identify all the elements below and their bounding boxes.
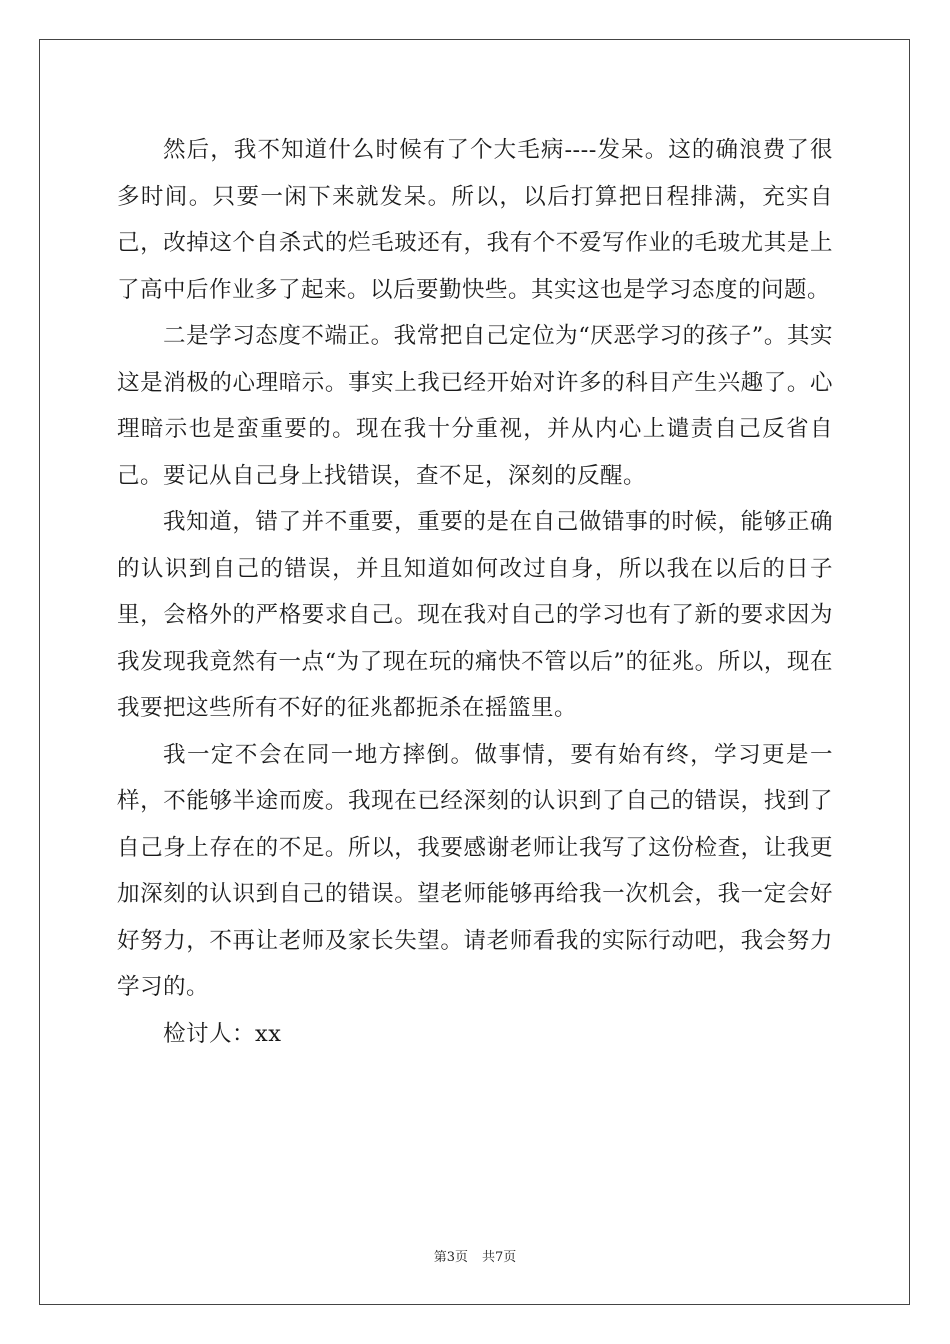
signature-line: 检讨人：xx xyxy=(163,1020,282,1047)
paragraph: 二是学习态度不端正。我常把自己定位为“厌恶学习的孩子”。其实这是消极的心理暗示。事实上我已经开始对许多的科目产生兴趣了。心理暗示也是蛮重要的。现在我十分重视，并从内心上谴责自己反省自己。要记从自己身上找错误，查不足，深刻的反醒。 xyxy=(117,323,833,489)
paragraph: 我知道，错了并不重要，重要的是在自己做错事的时候，能够正确的认识到自己的错误，并且知道如何改过自身，所以我在以后的日子里，会格外的严格要求自己。现在我对自己的学习也有了新的要求因为我发现我竟然有一点“为了现在玩的痛快不管以后”的征兆。所以，现在我要把这些所有不好的征兆都扼杀在摇篮里。 xyxy=(117,509,833,721)
document-body xyxy=(117,127,833,1057)
page-count: 共7页 xyxy=(482,1250,517,1265)
page-number: 第3页 xyxy=(433,1250,468,1265)
paragraph: 然后，我不知道什么时候有了个大毛病----发呆。这的确浪费了很多时间。只要一闲下来就发呆。所以，以后打算把日程排满，充实自己，改掉这个自杀式的烂毛玻还有，我有个不爱写作业的毛玻尤其是上了高中后作业多了起来。以后要勤快些。其实这也是学习态度的问题。 xyxy=(117,137,833,303)
paragraph: 我一定不会在同一地方摔倒。做事情，要有始有终，学习更是一样，不能够半途而废。我现在已经深刻的认识到了自己的错误，找到了自己身上存在的不足。所以，我要感谢老师让我写了这份检查，让我更加深刻的认识到自己的错误。望老师能够再给我一次机会，我一定会好好努力，不再让老师及家长失望。请老师看我的实际行动吧，我会努力学习的。 xyxy=(117,741,833,1000)
page-footer xyxy=(0,1246,950,1265)
